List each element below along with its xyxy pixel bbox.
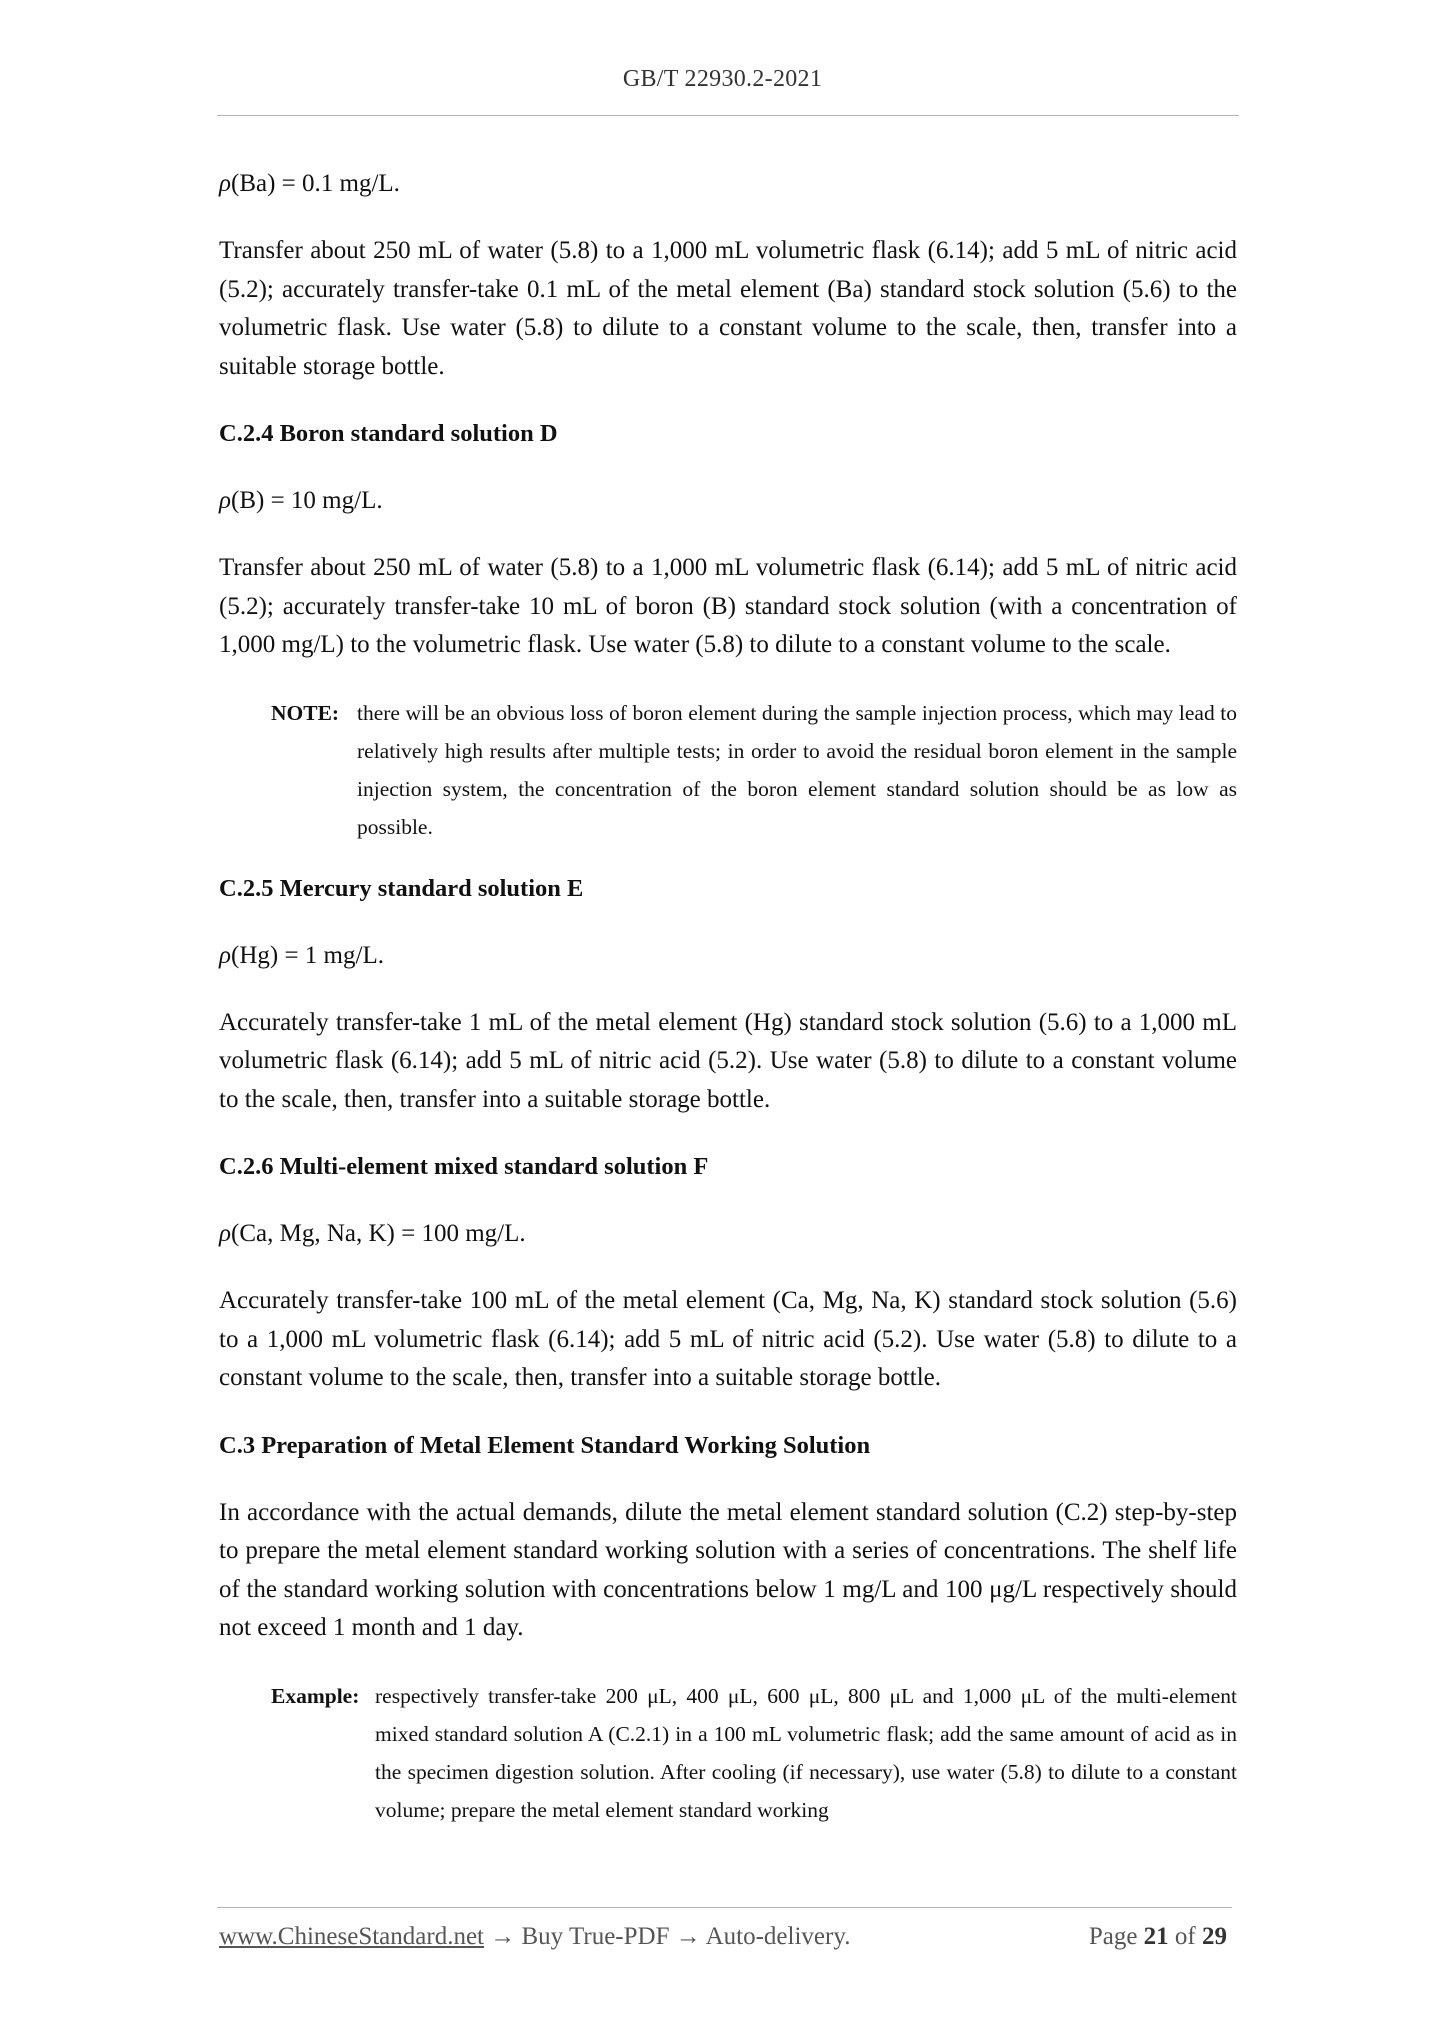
- example-text: respectively transfer-take 200 μL, 400 μL, 600 μL, 800 μL and 1,000 μL of the multi-element mixed standard solution A (C.2.1) in a 100 mL volumetric flask; add the same amount of acid as in the specimen digestion solution. After cooling (if necessary), use water (5.8) to dilute to a constant volume; prepare the metal element standard working: [375, 1683, 1237, 1822]
- arrow-right-icon: →: [490, 1923, 516, 1950]
- paragraph-b: Transfer about 250 mL of water (5.8) to a 1,000 mL volumetric flask (6.14); add 5 mL of nitric acid (5.2); accurately transfer-take 10 mL of boron (B) standard stock solution (with a concentration of 1,000 mg/L) to the volumetric flask. Use water (5.8) to dilute to a constant volume to the scale.: [219, 554, 1237, 658]
- note-label: NOTE:: [271, 700, 340, 725]
- rho-symbol: ρ: [219, 487, 231, 514]
- paragraph-c3: In accordance with the actual demands, dilute the metal element standard solution (C.2) step-by-step to prepare the metal element standard working solution with a series of concentrations. The shelf life of the standard working solution with concentrations below 1 mg/L and 100 μg/L respectively should not exceed 1 month and 1 day.: [219, 1498, 1237, 1641]
- rho-hg-line: [219, 937, 1237, 975]
- footer-promo: [219, 1923, 850, 1951]
- page-number: [1089, 1923, 1227, 1951]
- rho-symbol: ρ: [219, 941, 231, 969]
- auto-delivery-text: Auto-delivery.: [705, 1923, 851, 1950]
- total-pages: 29: [1202, 1923, 1227, 1950]
- rho-mix-value: (Ca, Mg, Na, K) = 100 mg/L.: [231, 1220, 526, 1247]
- current-page: 21: [1143, 1923, 1169, 1950]
- example-block: [271, 1677, 1237, 1829]
- arrow-right-icon: →: [675, 1923, 701, 1950]
- heading-c-2-6: C.2.6 Multi-element mixed standard solution F: [219, 1153, 709, 1180]
- heading-c-2-4: C.2.4 Boron standard solution D: [219, 420, 558, 447]
- rho-b-line: [219, 482, 1237, 520]
- paragraph-ba: Transfer about 250 mL of water (5.8) to a 1,000 mL volumetric flask (6.14); add 5 mL of nitric acid (5.2); accurately transfer-take 0.1 mL of the metal element (Ba) standard stock solution (5.6) to the volumetric flask. Use water (5.8) to dilute to a constant volume to the scale, then, transfer into a suitable storage bottle.: [219, 237, 1237, 380]
- rho-mix-line: [219, 1215, 1237, 1253]
- buy-pdf-text: Buy True-PDF: [521, 1923, 670, 1950]
- paragraph-mix: Accurately transfer-take 100 mL of the metal element (Ca, Mg, Na, K) standard stock solution (5.6) to a 1,000 mL volumetric flask (6.14); add 5 mL of nitric acid (5.2). Use water (5.8) to dilute to a constant volume to the scale, then, transfer into a suitable storage bottle.: [219, 1287, 1237, 1391]
- note-block: [271, 694, 1237, 846]
- standard-number-header: GB/T 22930.2-2021: [622, 66, 823, 92]
- page-label: Page: [1088, 1923, 1138, 1950]
- footer-rule: [217, 1907, 1232, 1908]
- rho-symbol: ρ: [219, 170, 231, 197]
- rho-b-value: (B) = 10 mg/L.: [231, 487, 383, 514]
- paragraph-hg: Accurately transfer-take 1 mL of the metal element (Hg) standard stock solution (5.6) to a 1,000 mL volumetric flask (6.14); add 5 mL of nitric acid (5.2). Use water (5.8) to dilute to a constant volume to the scale, then, transfer into a suitable storage bottle.: [219, 1008, 1237, 1113]
- heading-c-3: C.3 Preparation of Metal Element Standard Working Solution: [219, 1431, 871, 1459]
- of-label: of: [1174, 1923, 1196, 1950]
- example-label: Example:: [271, 1683, 360, 1708]
- page-content: [219, 165, 1237, 1853]
- note-text: there will be an obvious loss of boron element during the sample injection process, which may lead to relatively high results after multiple tests; in order to avoid the residual boron element in the sample injection system, the concentration of the boron element standard solution should be as low as possible.: [357, 700, 1237, 839]
- rho-ba-value: (Ba) = 0.1 mg/L.: [231, 170, 400, 197]
- header-rule: [217, 115, 1239, 116]
- rho-ba-line: [219, 165, 1237, 203]
- rho-symbol: ρ: [219, 1220, 231, 1247]
- website-link[interactable]: www.ChineseStandard.net: [219, 1923, 484, 1950]
- heading-c-2-5: C.2.5 Mercury standard solution E: [219, 874, 584, 902]
- rho-hg-value: (Hg) = 1 mg/L.: [231, 941, 384, 969]
